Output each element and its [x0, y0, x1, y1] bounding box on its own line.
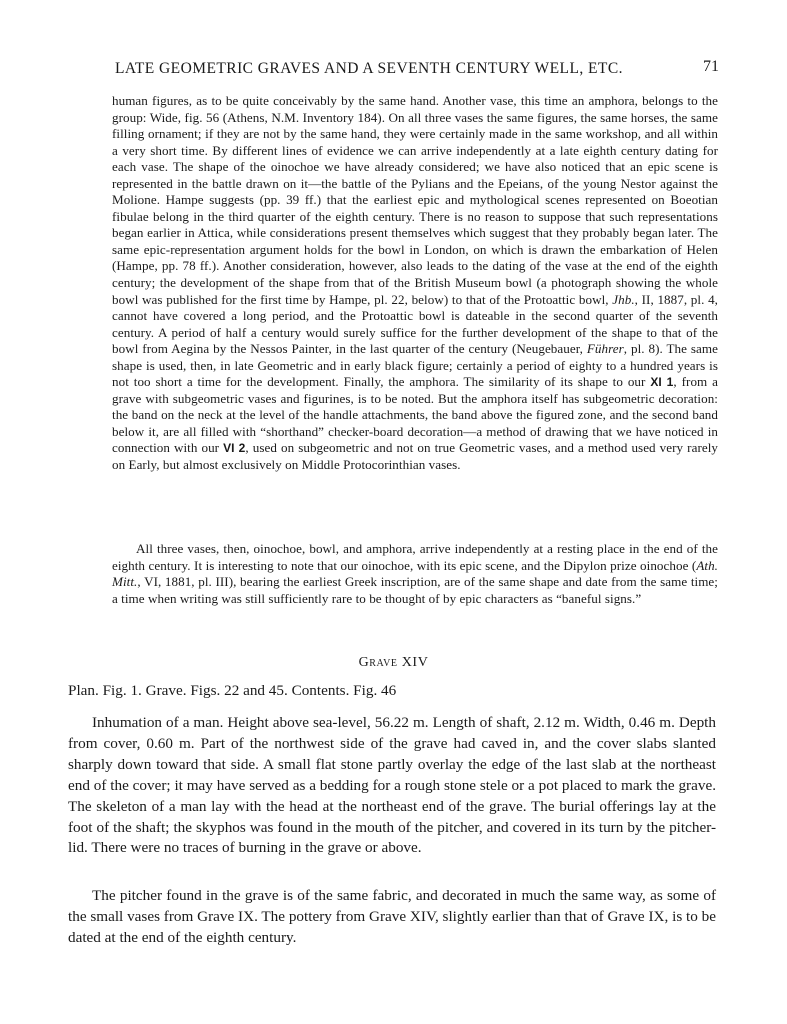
p2-text-b: , VI, 1881, pl. III), bearing the earliest Greek inscription, are of the same shape and date from the same time; a time when writing was still sufficiently rare to be thought of by epic characters as “baneful signs.”: [112, 574, 718, 606]
p2-italic-athmitt: Ath. Mitt.: [112, 557, 718, 590]
running-head: LATE GEOMETRIC GRAVES AND A SEVENTH CENTURY WELL, ETC.: [115, 60, 623, 77]
p4-text: The pitcher found in the grave is of the same fabric, and decorated in much the same way, as some of the small vases from Grave IX. The pottery from Grave XIV, slightly earlier than that of Grave IX, is to be dated at the end of the eighth century.: [68, 887, 716, 946]
section-heading: Grave XIV: [358, 655, 429, 670]
p1-italic-jhb: Jhb.: [612, 291, 635, 307]
p1-ref-xi1: XI 1: [650, 375, 674, 390]
paragraph-4: [68, 886, 716, 949]
paragraph-2: [112, 541, 718, 607]
p1-text-a: human figures, as to be quite conceivably by the same hand. Another vase, this time an amphora, belongs to the group: Wide, fig. 56 (Athens, N.M. Inventory 184). On all three vases the same figures, the same horses, the same filling ornament; if they are not by the same hand, they were certainly made in the same workshop, and all within a very short time. By different lines of evidence we can arrive independently at a late eighth century dating for each vase. The shape of the oinochoe we have already considered; we have also noticed that an epic scene is represented in the battle drawn on it—the battle of the Pylians and the Epeians, of the young Nestor against the Molione. Hampe suggests (pp. 39 ff.) that the earliest epic and mythological scenes represented on Boeotian fibulae belong in the third quarter of the eighth century. There is no reason to suppose that such representations began earlier in Attica, while considerations present themselves which suggest that they probably began later. The same epic-representation argument holds for the bowl in London, on which is drawn the embarkation of Helen (Hampe, pp. 78 ff.). Another consideration, however, also leads to the dating of the vase at the end of the eighth century; the development of the shape from that of the British Museum bowl (a photograph showing the whole bowl was published for the first time by Hampe, pl. 22, below) to that of the Protoattic bowl,: [112, 93, 718, 307]
paragraph-1: [112, 93, 718, 474]
p2-text-a: All three vases, then, oinochoe, bowl, and amphora, arrive independently at a resting place in the end of the eighth century. It is interesting to note that our oinochoe, with its epic scene, and the Dipylon prize oinochoe (: [112, 541, 718, 573]
p1-text-b: , II, 1887, pl. 4, cannot have covered a long period, and the Protoattic bowl is dateable in the second quarter of the seventh century. A period of half a century would surely suffice for the further development of the shape to that of the bowl from Aegina by the Nessos Painter, in the last quarter of the century (Neugebauer,: [112, 291, 718, 357]
p3-text: Inhumation of a man. Height above sea-level, 56.22 m. Length of shaft, 2.12 m. Width, 0.46 m. Depth from cover, 0.60 m. Part of the northwest side of the grave had caved in, and the cover slabs slanted sharply down toward that side. A small flat stone partly overlay the edge of the last slab at the northeast end of the cover; it may have served as a bedding for a rough stone stele or a pot placed to mark the grave. The skeleton of a man lay with the head at the northeast end of the grave. The burial offerings lay at the foot of the shaft; the skyphos was found in the mouth of the pitcher, and covered in its turn by the pitcher-lid. There were no traces of burning in the grave or above.: [68, 714, 716, 857]
p1-italic-fuhrer: Führer: [586, 341, 624, 357]
page-number: 71: [703, 58, 719, 75]
p1-text-d: , from a grave with subgeometric vases and figurines, is to be noted. But the amphora itself has subgeometric decoration: the band on the neck at the level of the handle attachments, the band above the figured zone, and the second band below it, are all filled with “shorthand” checker-board decoration—a method of drawing that we have noticed in connection with our: [112, 374, 719, 456]
plan-line: Plan. Fig. 1. Grave. Figs. 22 and 45. Contents. Fig. 46: [68, 682, 397, 699]
p1-text-e: , used on subgeometric and not on true Geometric vases, and a method used very rarely on Early, but almost exclusively on Middle Protocorinthian vases.: [112, 440, 718, 473]
p1-text-c: , pl. 8). The same shape is used, then, in late Geometric and in early black figure; certainly a period of eighty to a hundred years is not too short a time for the development. Finally, the amphora. The similarity of its shape to our: [112, 341, 718, 390]
p1-ref-vi2: VI 2: [223, 441, 246, 456]
paragraph-3: [68, 713, 716, 859]
